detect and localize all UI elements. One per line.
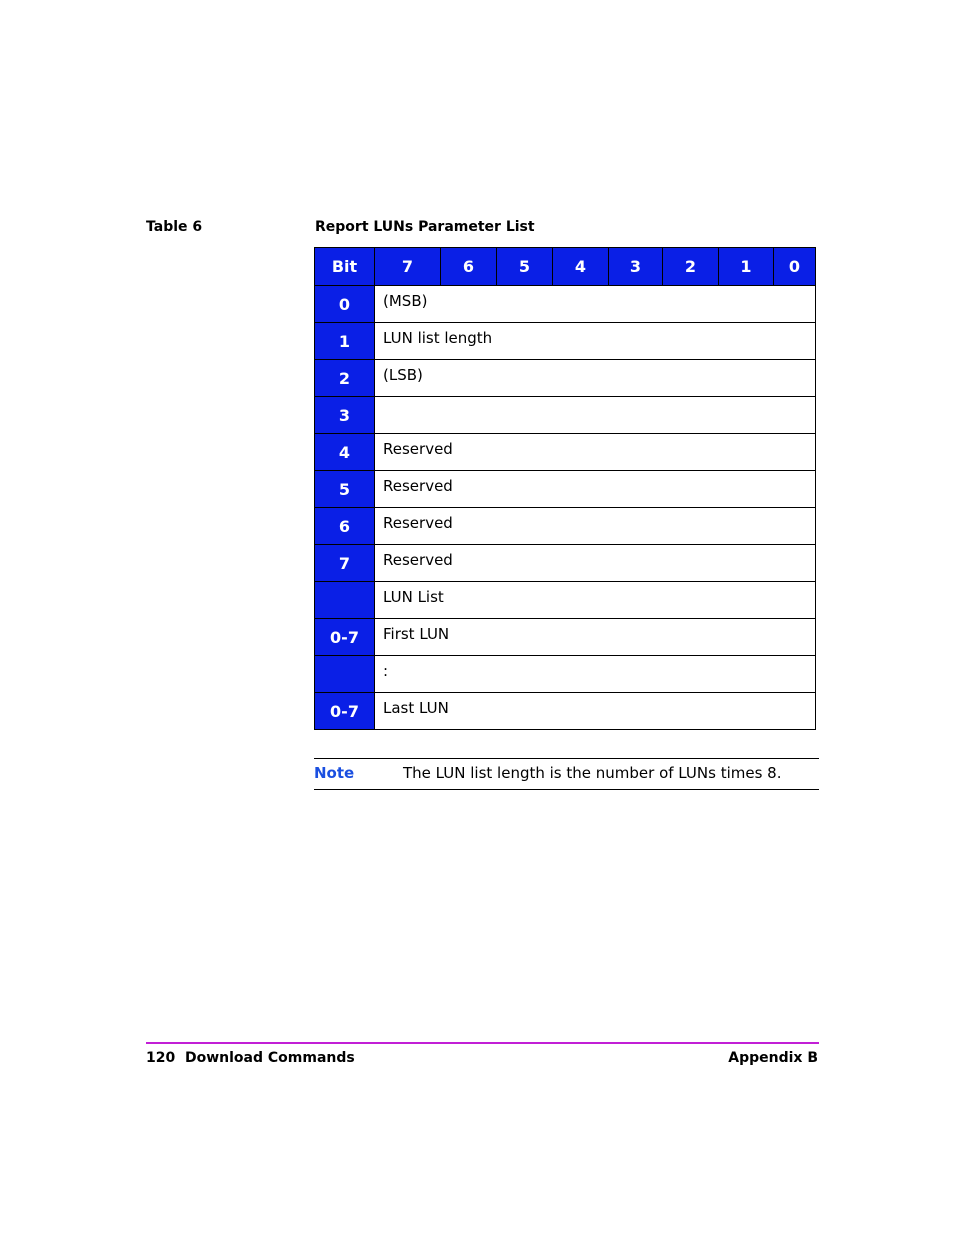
byte-cell: 0 — [315, 286, 375, 323]
byte-cell: 7 — [315, 545, 375, 582]
table-row — [315, 434, 816, 471]
header-cell-bit: Bit — [315, 248, 375, 286]
header-cell-bit-4: 4 — [553, 248, 609, 286]
byte-cell: 1 — [315, 323, 375, 360]
byte-cell: 6 — [315, 508, 375, 545]
field-cell: Last LUN — [375, 693, 816, 730]
table-row — [315, 619, 816, 656]
field-cell — [375, 397, 816, 434]
table-header-row — [315, 248, 816, 286]
table-row — [315, 286, 816, 323]
table-caption-label: Table 6 — [146, 219, 203, 235]
table-row — [315, 545, 816, 582]
byte-cell: 3 — [315, 397, 375, 434]
header-cell-bit-1: 1 — [719, 248, 774, 286]
footer-appendix: Appendix B — [728, 1050, 818, 1066]
table-caption-title: Report LUNs Parameter List — [315, 219, 535, 235]
footer-rule — [146, 1042, 819, 1044]
table-row — [315, 360, 816, 397]
header-cell-bit-5: 5 — [497, 248, 553, 286]
note-text: The LUN list length is the number of LUNs times 8. — [403, 764, 782, 782]
field-cell: Reserved — [375, 471, 816, 508]
header-cell-bit-0: 0 — [774, 248, 816, 286]
field-cell: Reserved — [375, 434, 816, 471]
header-cell-bit-3: 3 — [609, 248, 663, 286]
footer-page-section: 120 Download Commands — [146, 1050, 355, 1066]
field-cell: Reserved — [375, 508, 816, 545]
note-bottom-rule — [314, 789, 819, 790]
report-luns-table — [314, 247, 816, 730]
byte-cell: 0-7 — [315, 619, 375, 656]
byte-cell: 4 — [315, 434, 375, 471]
byte-cell: 0-7 — [315, 693, 375, 730]
table-row — [315, 582, 816, 619]
byte-cell — [315, 656, 375, 693]
field-cell: LUN List — [375, 582, 816, 619]
table-row — [315, 508, 816, 545]
byte-cell: 5 — [315, 471, 375, 508]
table-row — [315, 323, 816, 360]
header-cell-bit-7: 7 — [375, 248, 441, 286]
header-cell-bit-6: 6 — [441, 248, 497, 286]
field-cell: LUN list length — [375, 323, 816, 360]
byte-cell: 2 — [315, 360, 375, 397]
field-cell: First LUN — [375, 619, 816, 656]
field-cell: (LSB) — [375, 360, 816, 397]
byte-cell — [315, 582, 375, 619]
field-cell: (MSB) — [375, 286, 816, 323]
note-label: Note — [314, 764, 355, 782]
table-row — [315, 656, 816, 693]
table-row — [315, 471, 816, 508]
table-row — [315, 693, 816, 730]
field-cell: Reserved — [375, 545, 816, 582]
table-row — [315, 397, 816, 434]
header-cell-bit-2: 2 — [663, 248, 719, 286]
field-cell: : — [375, 656, 816, 693]
note-top-rule — [314, 758, 819, 759]
